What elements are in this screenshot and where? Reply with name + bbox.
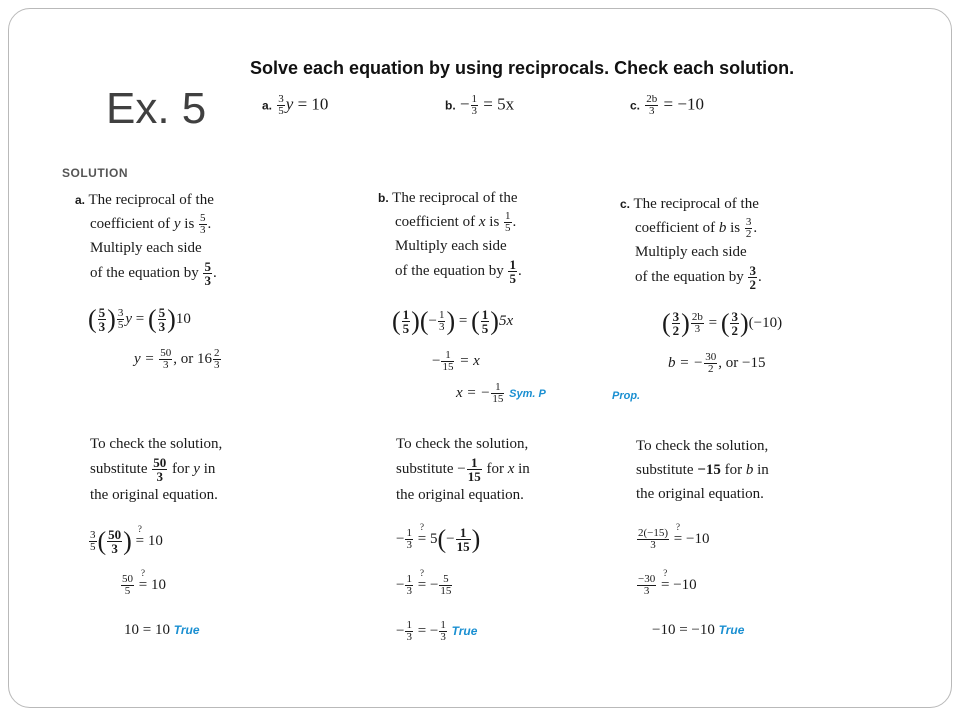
solution-label: SOLUTION [62,166,128,180]
problem-heading: Solve each equation by using reciprocals. Check each solution. [250,58,795,78]
fraction: $\frac{2b}{3}$ [646,93,658,117]
col-b-check1: − $\frac{1}{3}$ ? = 5(− $\frac{1}{15}$ ) [396,521,481,554]
col-b-step3: x = − $\frac{1}{15}$ Sym. P [456,381,546,405]
property-note: Prop. [612,390,641,402]
col-b-check3: − $\frac{1}{3}$ = − $\frac{1}{3}$ True [396,619,478,643]
true-label: True [718,623,745,637]
col-b-step2: − $\frac{1}{15}$ = x [432,349,480,373]
true-label: True [173,623,200,637]
problem-a: a. $\frac{3}{5}$ y = 10 [262,93,329,117]
col-c-check3: −10 = −10 True [652,622,745,638]
col-c-check1: $\frac{2(-15)}{3}$ ? = −10 [638,521,710,551]
col-b-step1: ( $\frac{1}{5}$ )(− $\frac{1}{3}$ ) = ( $\frac{1}{5}$ )5x [392,306,514,336]
fraction: $\frac{3}{5}$ [278,93,284,117]
problem-b: b. − $\frac{1}{3}$ = 5x [445,93,515,117]
col-a-explanation: a. The reciprocal of the coefficient of y is $\frac{5}{3}$ . Multiply each side of the equation by $\frac{5}{3}$ . [75,192,217,289]
col-c-check-text: To check the solution, substitute −15 for b in the original equation. [636,438,769,502]
col-b-check-text: To check the solution, substitute − $\frac{1}{15}$ for x in the original equation. [396,436,530,503]
col-a-check2: $\frac{50}{5}$ ? = 10 [122,567,166,597]
col-a-check-text: To check the solution, substitute $\frac{50}{3}$ for y in the original equation. [90,436,223,503]
col-c-step2: b = − $\frac{30}{2}$ , or −15 [668,351,766,375]
problem-c: c. $\frac{2b}{3}$ = −10 [630,93,704,117]
col-c-step1: ( $\frac{3}{2}$ ) $\frac{2b}{3}$ = ( $\frac{3}{2}$ )(−10) [662,308,783,338]
symmetric-property-note: Sym. P [509,387,546,400]
true-label: True [451,623,478,638]
col-a-check3: 10 = 10 True [124,622,200,638]
col-c-explanation: c. The reciprocal of the coefficient of b is $\frac{3}{2}$ . Multiply each side of the equation by $\frac{3}{2}$ . [620,196,762,293]
col-c-check2: $\frac{-30}{3}$ ? = −10 [638,567,697,597]
fraction: $\frac{1}{3}$ [471,93,478,117]
col-a-step1: ( $\frac{5}{3}$ ) $\frac{3}{5}$ y = ( $\frac{5}{3}$ )10 [88,304,191,334]
col-a-check1: $\frac{3}{5}$ ( $\frac{50}{3}$ ) ? = 10 [90,523,163,556]
col-b-explanation: b. The reciprocal of the coefficient of x is $\frac{1}{5}$ . Multiply each side of the equation by $\frac{1}{5}$ . [378,190,522,287]
col-b-check2: − $\frac{1}{3}$ ? = − $\frac{5}{15}$ [396,567,452,597]
slide-title: Ex. 5 [106,84,207,133]
col-a-step2: y = $\frac{50}{3}$ , or 16 $\frac{2}{3}$ [134,347,220,371]
